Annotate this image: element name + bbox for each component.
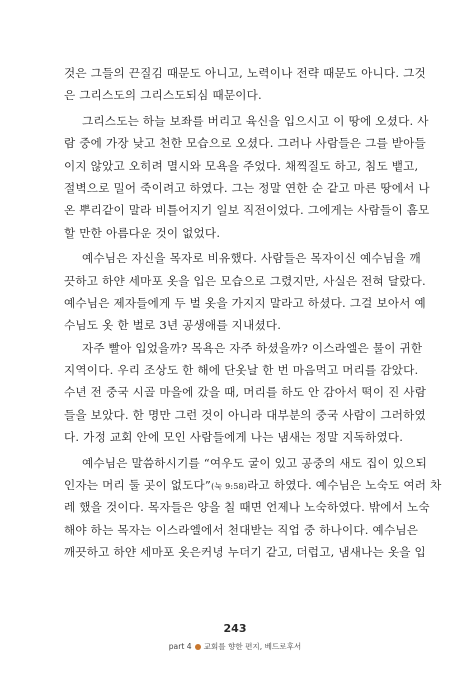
body-text	[64, 62, 442, 564]
text-line: 해야 하는 목자는 이스라엘에서 천대받는 직업 중 하나이다. 예수님은	[64, 522, 419, 537]
text-line: 깨끗하고 하얀 세마포 옷은커녕 누더기 같고, 더럽고, 냄새나는 옷을 입	[64, 545, 426, 560]
part-label: part 4	[168, 642, 192, 651]
text-line: 람 중에 가장 낮고 천한 모습으로 오셨다. 그러나 사람들은 그를 받아들	[64, 136, 426, 151]
text-line: 예수님은 제자들에게 두 벌 옷을 가지지 말라고 하셨다. 그걸 보아서 예	[64, 295, 426, 310]
text-line: 할 만한 아름다운 것이 없었다.	[64, 225, 221, 240]
page-number: 243	[223, 622, 247, 635]
text-line: 끗하고 하얀 세마포 옷을 입은 모습으로 그렸지만, 사실은 전혀 달랐다.	[64, 273, 426, 288]
text-line: 이지 않았고 오히려 멸시와 모욕을 주었다. 채찍질도 하고, 침도 뱉고,	[64, 158, 419, 173]
scripture-reference: (눅 9:58)	[211, 482, 248, 492]
text-line: 온 뿌리같이 말라 비틀어지기 일보 직전이었다. 그에게는 사람들이 흠모	[64, 203, 430, 218]
text-line: 레 했을 것이다. 목자들은 양을 칠 때면 언제나 노숙하였다. 밖에서 노숙	[64, 500, 430, 515]
text-line: 예수님은 자신을 목자로 비유했다. 사람들은 목자이신 예수님을 깨	[82, 251, 421, 266]
text-line: 자주 빨아 입었을까? 목욕은 자주 하셨을까? 이스라엘은 물이 귀한	[82, 340, 423, 355]
running-footer	[0, 641, 470, 652]
bullet-dot-icon	[195, 644, 201, 650]
text-line: 그리스도는 하늘 보좌를 버리고 육신을 입으시고 이 땅에 오셨다. 사	[82, 113, 429, 128]
text-line: 수년 전 중국 시골 마을에 갔을 때, 머리를 하도 안 감아서 떡이 진 사람	[64, 385, 427, 400]
text-line: 수님도 옷 한 벌로 3년 공생애를 지내셨다.	[64, 318, 282, 333]
text-line: 은 그리스도의 그리스도되심 때문이다.	[64, 88, 262, 103]
text-line: 들을 보았다. 한 명만 그런 것이 아니라 대부분의 중국 사람이 그러하였	[64, 407, 426, 422]
text-line: 예수님은 말씀하시기를 “여우도 굴이 있고 공중의 새도 집이 있으되	[82, 455, 427, 470]
text-fragment: 인자는 머리 둘 곳이 없도다”	[64, 478, 212, 493]
text-line: 것은 그들의 끈질김 때문도 아니고, 노력이나 전략 때문도 아니다. 그것	[64, 66, 426, 80]
text-line: 절벽으로 밀어 죽이려고 하였다. 그는 정말 연한 순 같고 마른 땅에서 나	[64, 180, 430, 195]
text-line-with-reference	[64, 474, 442, 496]
text-fragment: 라고 하였다. 예수님은 노숙도 여러 차	[247, 478, 442, 493]
text-line: 지역이다. 우리 조상도 한 해에 단옷날 한 번 마음먹고 머리를 감았다.	[64, 363, 419, 378]
text-line: 다. 가정 교회 안에 모인 사람들에게 나는 냄새는 정말 지독하였다.	[64, 430, 404, 445]
section-title: 교회를 향한 편지, 베드로후서	[203, 642, 302, 651]
